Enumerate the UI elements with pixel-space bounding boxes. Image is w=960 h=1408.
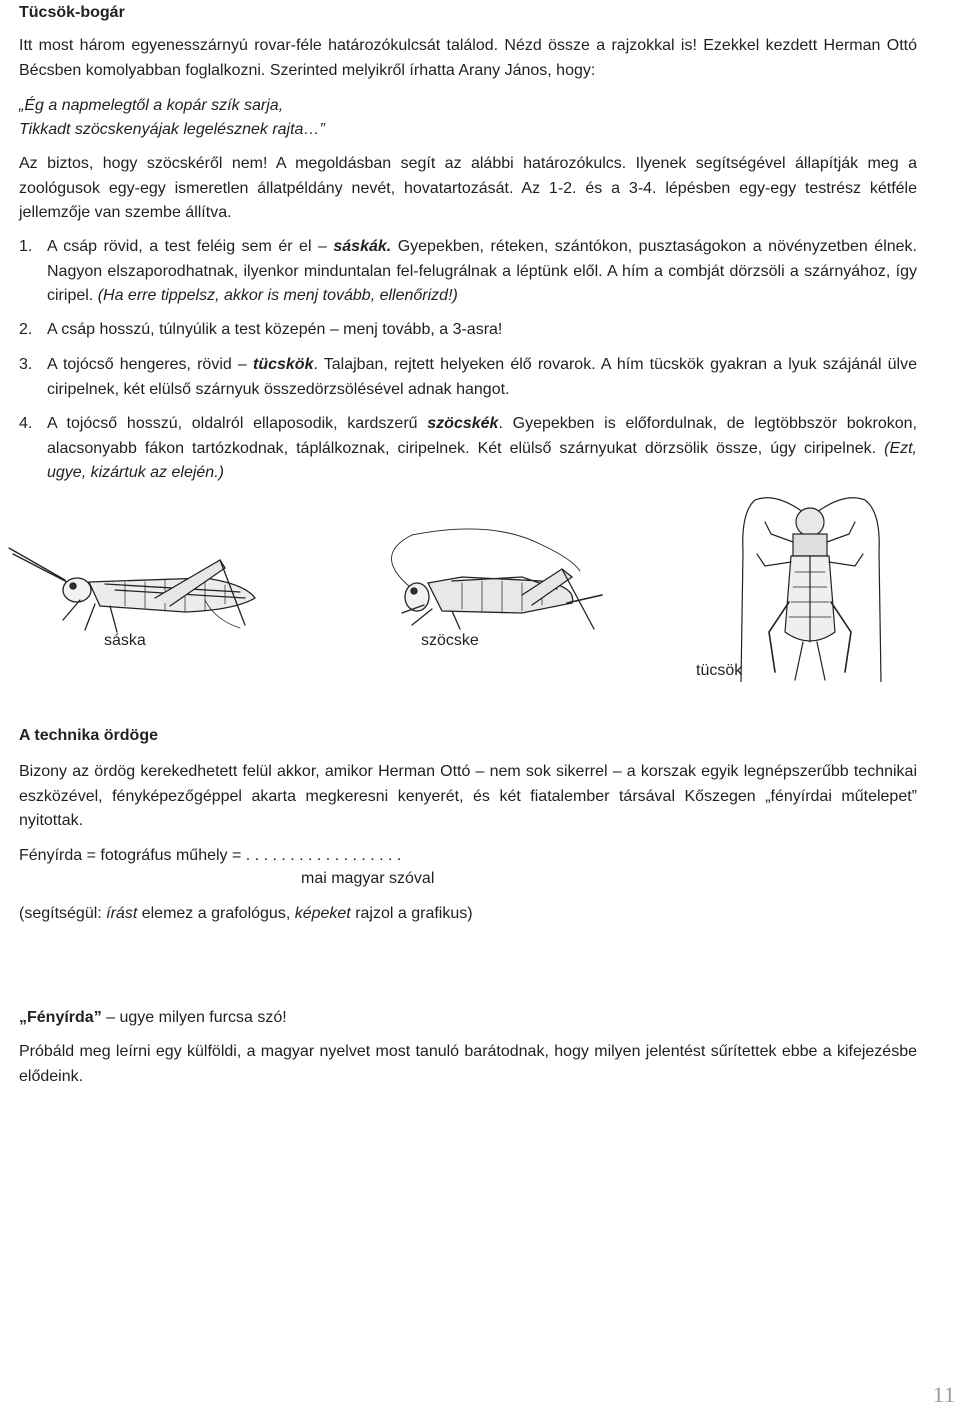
- key-item-number: 1.: [19, 238, 33, 255]
- fenyirda-heading-line: „Fényírda” – ugye milyen furcsa szó!: [19, 1009, 287, 1026]
- key-item-2: [19, 318, 917, 343]
- page-number: 11: [932, 1382, 956, 1407]
- fill-in-note: mai magyar szóval: [301, 870, 435, 887]
- fenyirda-paragraph: Próbáld meg leírni egy külföldi, a magyar nyelvet most tanuló barátodnak, hogy milyen jelentést sűrítettek ebbe a kifejezésbe elődeink.: [19, 1043, 917, 1085]
- caption-szocske: szöcske: [421, 632, 479, 649]
- key-item-3: [19, 353, 917, 402]
- key-explanation-paragraph: Az biztos, hogy szöcskéről nem! A megoldásban segít az alábbi határozókulcs. Ilyenek segítségével állapítják meg a zoológusok egy-egy ismeretlen állatpéldány nevét, hovatartozását. Az 1-2. és a 3-4. lépésben egy-egy testrész kétféle jellemzője van szembe állítva.: [19, 155, 917, 221]
- technika-paragraph: Bizony az ördög kerekedhetett felül akkor, amikor Herman Ottó – nem sok sikerrel – a korszak egyik legnépszerűbb technikai eszközével, fényképezőgéppel akarta megkeresni kenyerét, és két fiatalember társával Kőszegen „fényírdai műtelepet” nyitottak.: [19, 763, 917, 829]
- caption-saska: sáska: [104, 632, 146, 649]
- key-item-text: A tojócső hosszú, oldalról ellaposodik, kardszerű szöcskék. Gyepekben is előfordulnak, de legtöbbször bokrokon, alacsonyabb fákon tartózkodnak, táplálkoznak, ciripelnek. Két elülső szárnyukat dörzsölik össze, úgy ciripelnek. (Ezt, ugye, kizártuk az elején.): [47, 415, 917, 481]
- poem-line-2: Tikkadt szöcskenyájak legelésznek rajta…”: [19, 121, 325, 138]
- key-item-text: A csáp hosszú, túlnyúlik a test közepén – menj tovább, a 3-asra!: [47, 321, 503, 338]
- key-item-1: [19, 235, 917, 309]
- fill-in-line: Fényírda = fotográfus műhely = . . . . . . . . . . . . . . . . . .: [19, 847, 402, 864]
- key-item-text: A csáp rövid, a test feléig sem ér el – sáskák. Gyepekben, réteken, szántókon, pusztaságokon a növényzetben élnek. Nagyon elszaporodhatnak, ilyenkor minduntalan fel-felugrálnak a léptünk elől. A hím a combját dörzsöli a szárnyához, így ciripel. (Ha erre tippelsz, akkor is menj tovább, ellenőrizd!): [47, 238, 917, 304]
- section-title-tucsok-bogar: Tücsök-bogár: [19, 4, 125, 21]
- section-title-technika-ordoge: A technika ördöge: [19, 727, 158, 744]
- caption-tucsok: tücsök: [696, 662, 743, 679]
- poem-line-1: „Ég a napmelegtől a kopár szík sarja,: [19, 97, 284, 114]
- key-item-text: A tojócső hengeres, rövid – tücskök. Talajban, rejtett helyeken élő rovarok. A hím tücskök gyakran a lyuk szájánál ülve ciripelnek, két elülső szárnyuk összedörzsölésével adnak hangot.: [47, 356, 918, 398]
- key-item-number: 4.: [19, 415, 33, 432]
- key-item-number: 3.: [19, 356, 33, 373]
- key-item-4: [19, 412, 917, 486]
- grasshopper-illustration: [5, 540, 265, 640]
- cricket-illustration: [735, 482, 885, 682]
- katydid-illustration: [372, 525, 612, 635]
- key-item-number: 2.: [19, 321, 33, 338]
- hint-line: (segítségül: írást elemez a grafológus, képeket rajzol a grafikus): [19, 905, 473, 922]
- intro-paragraph: Itt most három egyenesszárnyú rovar-féle határozókulcsát találod. Nézd össze a rajzokkal is! Ezekkel kezdett Herman Ottó Bécsben komolyabban foglalkozni. Szerinted melyikről írhatta Arany János, hogy:: [19, 37, 917, 79]
- fenyirda-title: „Fényírda”: [19, 1009, 102, 1026]
